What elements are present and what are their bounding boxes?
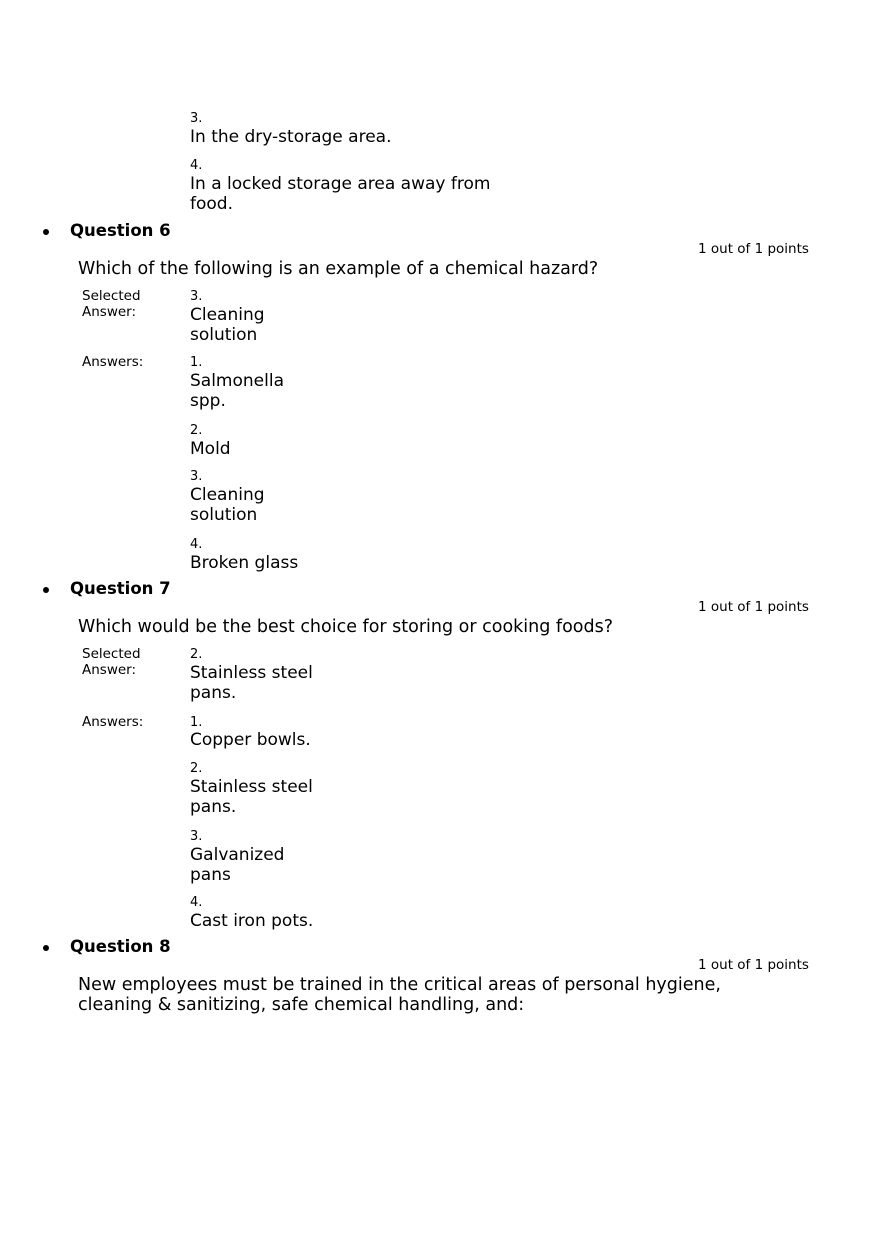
selected-answer-text: Cleaning <box>190 305 265 325</box>
answer-text: Copper bowls. <box>190 730 311 750</box>
answer-number: 1. <box>190 355 203 370</box>
bullet-icon <box>43 229 49 235</box>
question-title: Question 7 <box>70 579 171 598</box>
bullet-icon <box>43 945 49 951</box>
answer-text: Stainless steel <box>190 777 313 797</box>
question-text: Which would be the best choice for storing or cooking foods? <box>78 617 614 637</box>
answer-number: 2. <box>190 423 203 438</box>
question-title: Question 8 <box>70 937 171 956</box>
bullet-icon <box>43 587 49 593</box>
answer-text: Cleaning <box>190 485 265 505</box>
selected-answer-text: solution <box>190 325 258 345</box>
answer-text: solution <box>190 505 258 525</box>
answer-number: 4. <box>190 158 203 173</box>
question-text: cleaning & sanitizing, safe chemical handling, and: <box>78 995 525 1015</box>
selected-answer-number: 3. <box>190 289 203 304</box>
question-text: Which of the following is an example of a chemical hazard? <box>78 259 599 279</box>
selected-answer-label: Selected <box>82 646 141 662</box>
answer-text: spp. <box>190 391 226 411</box>
answer-text: Cast iron pots. <box>190 911 314 931</box>
question-title: Question 6 <box>70 221 171 240</box>
answer-text: pans <box>190 865 231 885</box>
question-points: 1 out of 1 points <box>698 241 809 257</box>
question-text: New employees must be trained in the critical areas of personal hygiene, <box>78 975 721 995</box>
answers-label: Answers: <box>82 714 144 730</box>
question-points: 1 out of 1 points <box>698 957 809 973</box>
answer-number: 2. <box>190 761 203 776</box>
question-points: 1 out of 1 points <box>698 599 809 615</box>
answer-text: pans. <box>190 797 237 817</box>
answer-number: 3. <box>190 829 203 844</box>
selected-answer-label: Answer: <box>82 304 137 320</box>
answer-number: 1. <box>190 715 203 730</box>
selected-answer-label: Answer: <box>82 662 137 678</box>
answer-number: 4. <box>190 895 203 910</box>
answer-text: Salmonella <box>190 371 284 391</box>
answers-label: Answers: <box>82 354 144 370</box>
selected-answer-label: Selected <box>82 288 141 304</box>
answer-text: In the dry-storage area. <box>190 127 392 147</box>
selected-answer-number: 2. <box>190 647 203 662</box>
selected-answer-text: Stainless steel <box>190 663 313 683</box>
selected-answer-text: pans. <box>190 683 237 703</box>
answer-number: 4. <box>190 537 203 552</box>
answer-text: In a locked storage area away from <box>190 174 491 194</box>
answer-number: 3. <box>190 111 203 126</box>
answer-number: 3. <box>190 469 203 484</box>
answer-text: Galvanized <box>190 845 285 865</box>
answer-text: Mold <box>190 439 231 459</box>
answer-text: Broken glass <box>190 553 299 573</box>
answer-text: food. <box>190 194 233 214</box>
